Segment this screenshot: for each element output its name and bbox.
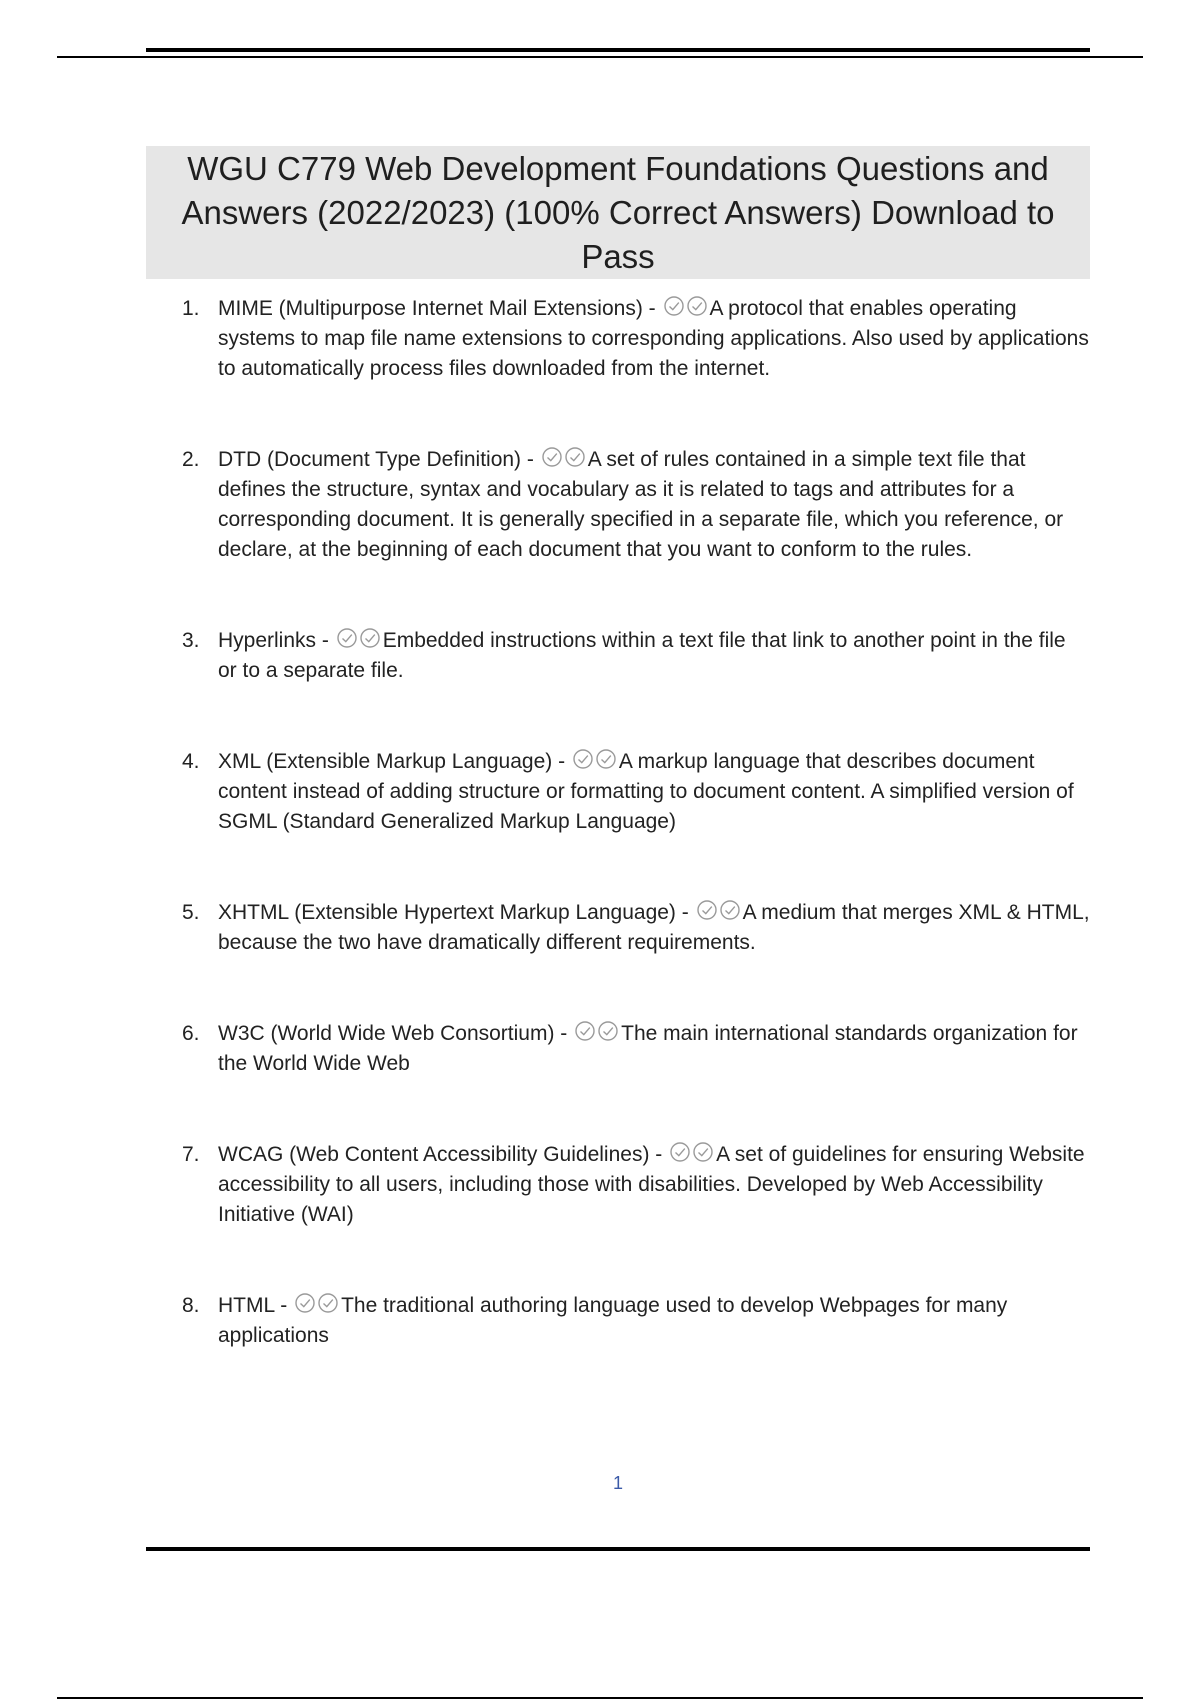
double-checkmark-circle-icon: [294, 1292, 340, 1314]
item-number: 3.: [182, 629, 200, 652]
list-item: [146, 445, 1090, 565]
footer-rule-thin: [57, 1697, 1143, 1699]
list-item: [146, 1019, 1090, 1079]
double-checkmark-circle-icon: [541, 446, 587, 468]
item-term: XHTML (Extensible Hypertext Markup Language) -: [218, 901, 689, 924]
list-item: [146, 294, 1090, 384]
item-term: HTML -: [218, 1294, 288, 1317]
item-definition: A set of rules contained in a simple text file that defines the structure, syntax and vocabulary as it is related to tags and attributes for a corresponding document. It is generally specified in a separate file, which you reference, or declare, at the beginning of each document that you want to conform to the rules.: [218, 448, 1064, 561]
item-term: DTD (Document Type Definition) -: [218, 448, 534, 471]
item-number: 8.: [182, 1294, 200, 1317]
item-number: 4.: [182, 750, 200, 773]
item-term: WCAG (Web Content Accessibility Guidelines) -: [218, 1143, 663, 1166]
double-checkmark-circle-icon: [336, 627, 382, 649]
item-term: XML (Extensible Markup Language) -: [218, 750, 566, 773]
item-definition: A markup language that describes document content instead of adding structure or formatting to document content. A simplified version of SGML (Standard Generalized Markup Language): [218, 750, 1074, 833]
list-item: [146, 747, 1090, 837]
double-checkmark-circle-icon: [572, 748, 618, 770]
double-checkmark-circle-icon: [574, 1020, 620, 1042]
list-item: [146, 626, 1090, 686]
item-definition: The main international standards organization for the World Wide Web: [218, 1022, 1078, 1075]
item-number: 6.: [182, 1022, 200, 1045]
item-number: 2.: [182, 448, 200, 471]
qa-list: [146, 294, 1090, 1412]
header-rule-thick: [146, 48, 1090, 52]
list-item: [146, 1291, 1090, 1351]
item-definition: Embedded instructions within a text file that link to another point in the file or to a separate file.: [218, 629, 1066, 682]
footer-rule-thick: [146, 1547, 1090, 1551]
double-checkmark-circle-icon: [669, 1141, 715, 1163]
title-banner: [146, 146, 1090, 279]
item-number: 5.: [182, 901, 200, 924]
item-definition: A protocol that enables operating systems to map file name extensions to corresponding applications. Also used by applications to automatically process files downloaded from the internet.: [218, 297, 1089, 380]
item-number: 7.: [182, 1143, 200, 1166]
item-term: W3C (World Wide Web Consortium) -: [218, 1022, 568, 1045]
item-definition: A medium that merges XML & HTML, because the two have dramatically different requirements.: [218, 901, 1090, 954]
double-checkmark-circle-icon: [696, 899, 742, 921]
page-title: WGU C779 Web Development Foundations Questions and Answers (2022/2023) (100% Correct Answers) Download to Pass: [181, 149, 1055, 275]
double-checkmark-circle-icon: [663, 295, 709, 317]
item-term: Hyperlinks -: [218, 629, 329, 652]
page-number: 1: [612, 1473, 623, 1493]
list-item: [146, 1140, 1090, 1230]
item-definition: A set of guidelines for ensuring Website accessibility to all users, including those with disabilities. Developed by Web Accessibility Initiative (WAI): [218, 1143, 1085, 1226]
item-definition: The traditional authoring language used to develop Webpages for many applications: [218, 1294, 1008, 1347]
item-term: MIME (Multipurpose Internet Mail Extensions) -: [218, 297, 656, 320]
item-number: 1.: [182, 297, 200, 320]
list-item: [146, 898, 1090, 958]
header-rule-thin: [57, 56, 1143, 58]
